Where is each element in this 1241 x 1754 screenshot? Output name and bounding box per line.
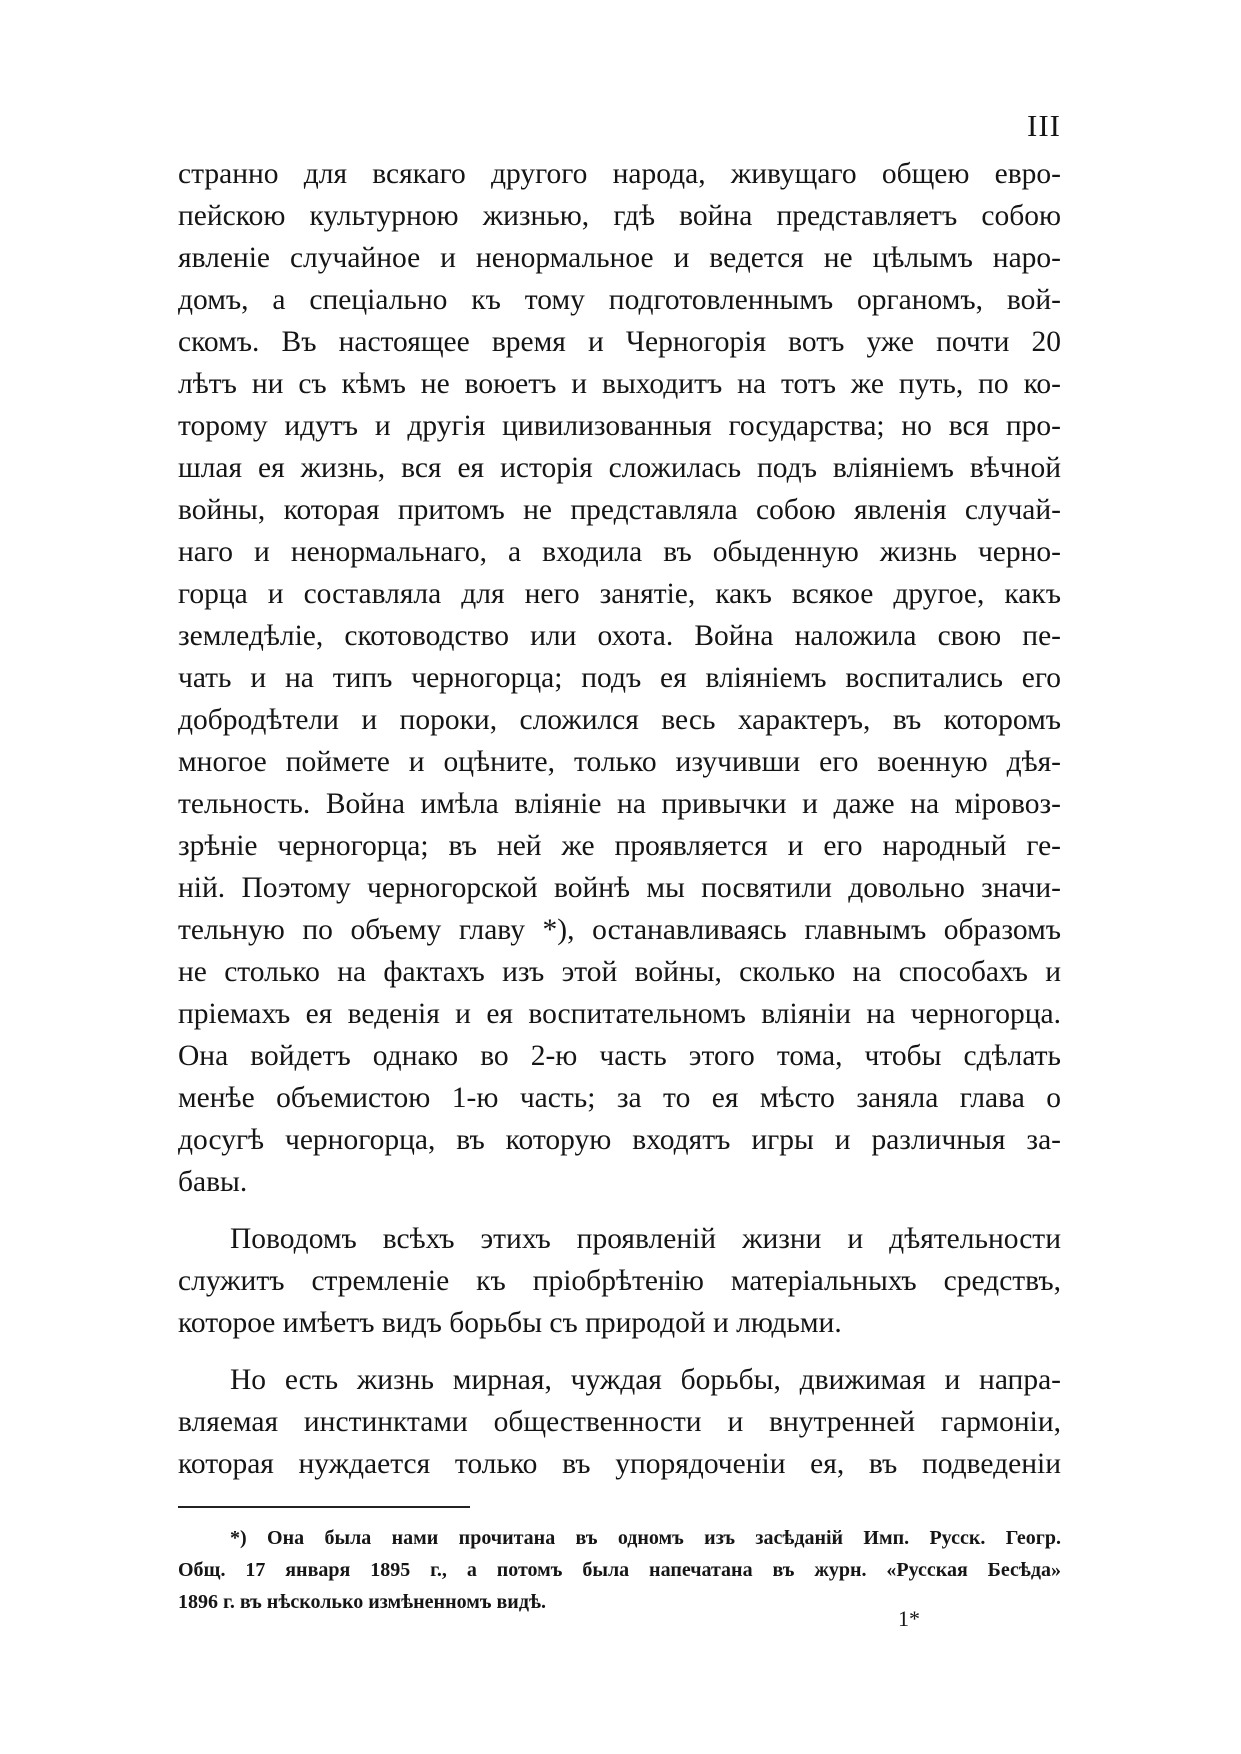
paragraph-gap — [178, 1344, 1061, 1359]
text-line: скомъ. Въ настоящее время и Черногорія вотъ уже почти 20 — [178, 326, 1061, 358]
paragraph-1 — [178, 153, 1061, 1203]
text-line: Но есть жизнь мирная, чуждая борьбы, движимая и напра- — [230, 1364, 1061, 1396]
text-line: странно для всякаго другого народа, живущаго общею евро- — [178, 158, 1061, 190]
text-line: Она войдетъ однако во 2-ю часть этого тома, чтобы сдѣлать — [178, 1040, 1061, 1072]
text-line: вляемая инстинктами общественности и внутренней гармоніи, — [178, 1406, 1061, 1438]
text-line: пріемахъ ея веденія и ея воспитательномъ вліяніи на черногорца. — [178, 998, 1061, 1030]
text-line: досугѣ черногорца, въ которую входятъ игры и различныя за- — [178, 1124, 1061, 1156]
footnote-line: Общ. 17 января 1895 г., а потомъ была напечатана въ журн. «Русская Бесѣда» — [178, 1559, 1061, 1581]
text-line: добродѣтели и пороки, сложился весь характеръ, въ которомъ — [178, 704, 1061, 736]
text-line: пейскою культурною жизнью, гдѣ война представляетъ собою — [178, 200, 1061, 232]
text-line: тельность. Война имѣла вліяніе на привычки и даже на міровоз- — [178, 788, 1061, 820]
text-line: не столько на фактахъ изъ этой войны, сколько на способахъ и — [178, 956, 1061, 988]
text-line: горца и составляла для него занятіе, какъ всякое другое, какъ — [178, 578, 1061, 610]
main-text — [178, 153, 1061, 1485]
text-line: лѣтъ ни съ кѣмъ не воюетъ и выходитъ на тотъ же путь, по ко- — [178, 368, 1061, 400]
text-line: наго и ненормальнаго, а входила въ обыденную жизнь черно- — [178, 536, 1061, 568]
footnote-line: 1896 г. въ нѣсколько измѣненномъ видѣ. — [178, 1591, 546, 1613]
text-line: тельную по объему главу *), останавливаясь главнымъ образомъ — [178, 914, 1061, 946]
text-line: служитъ стремленіе къ пріобрѣтенію матеріальныхъ средствъ, — [178, 1265, 1061, 1297]
text-line: зрѣніе черногорца; въ ней же проявляется и его народный ге- — [178, 830, 1061, 862]
text-line: Поводомъ всѣхъ этихъ проявленій жизни и дѣятельности — [230, 1223, 1061, 1255]
page-number: III — [1027, 108, 1061, 143]
text-line: шлая ея жизнь, вся ея исторія сложилась подъ вліяніемъ вѣчной — [178, 452, 1061, 484]
text-line: которое имѣетъ видъ борьбы съ природой и людьми. — [178, 1307, 842, 1339]
footnote — [178, 1522, 1061, 1618]
text-line: многое поймете и оцѣните, только изучивши его военную дѣя- — [178, 746, 1061, 778]
footnote-line: *) Она была нами прочитана въ одномъ изъ засѣданій Имп. Русск. Геогр. — [230, 1527, 1061, 1549]
text-line: явленіе случайное и ненормальное и ведется не цѣлымъ наро- — [178, 242, 1061, 274]
text-line: ній. Поэтому черногорской войнѣ мы посвятили довольно значи- — [178, 872, 1061, 904]
text-line: чать и на типъ черногорца; подъ ея вліяніемъ воспитались его — [178, 662, 1061, 694]
text-line: войны, которая притомъ не представляла собою явленія случай- — [178, 494, 1061, 526]
paragraph-3 — [178, 1359, 1061, 1485]
text-line: торому идутъ и другія цивилизованныя государства; но вся про- — [178, 410, 1061, 442]
text-line: домъ, а спеціально къ тому подготовленнымъ органомъ, вой- — [178, 284, 1061, 316]
text-line: бавы. — [178, 1166, 248, 1198]
paragraph-2 — [178, 1218, 1061, 1344]
text-line: которая нуждается только въ упорядоченіи ея, въ подведеніи — [178, 1448, 1061, 1480]
text-line: земледѣліе, скотоводство или охота. Война наложила свою пе- — [178, 620, 1061, 652]
printer-signature-mark: 1* — [898, 1606, 920, 1631]
text-line: менѣе объемистою 1-ю часть; за то ея мѣсто заняла глава о — [178, 1082, 1061, 1114]
footnote-divider — [178, 1506, 470, 1508]
paragraph-gap — [178, 1203, 1061, 1218]
